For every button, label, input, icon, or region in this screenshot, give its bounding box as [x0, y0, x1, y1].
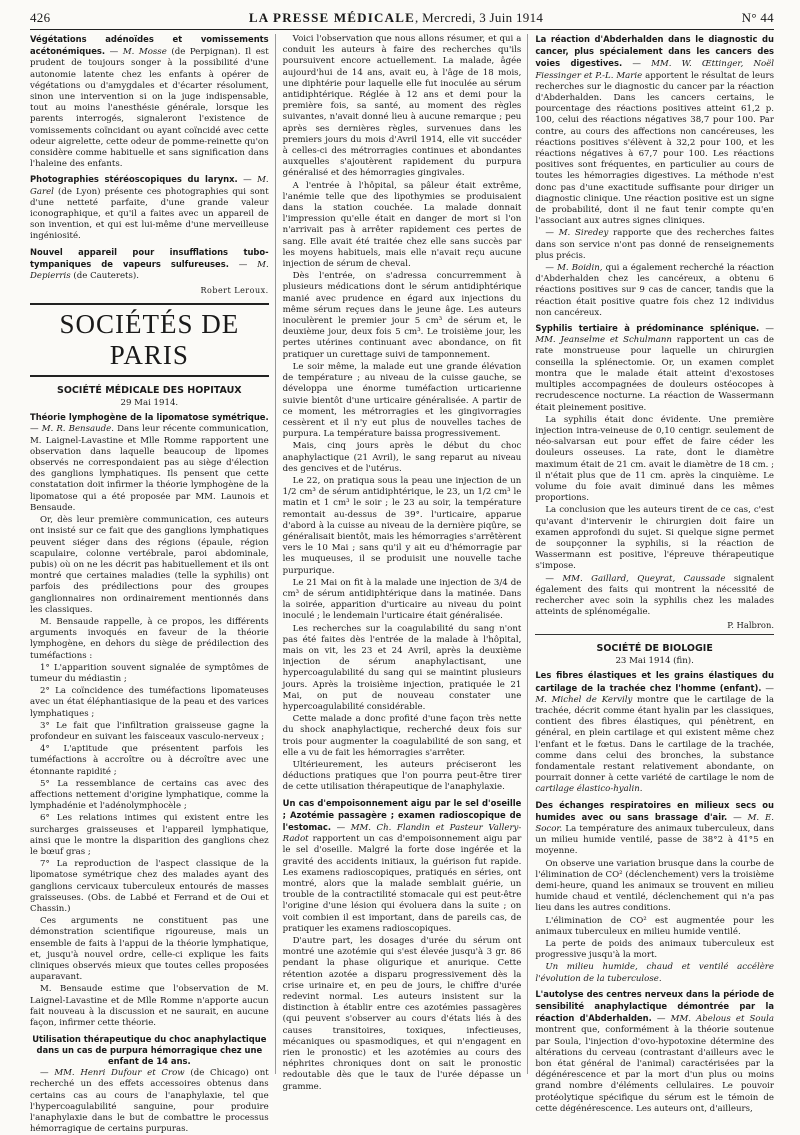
paragraph: Le 21 Mai on fit à la malade une injection de 3/4 de cm³ de sérum antidiphtérique dans la matinée. Dans la soirée, apparition d'urticaire au niveau du point inoculé ; le lendemain l'urticaire était généralisée.: [282, 577, 522, 622]
list-item: 7° La reproduction de l'aspect classique de la lipomatose symétrique chez des malades ayant des ganglions cervicaux tuberculeux entourés de masses graisseuses. (Obs. de Labbé et Ferrand et de Oui et Chassin.): [30, 859, 269, 914]
divider: [535, 634, 774, 635]
article-lipomatose: Théorie lymphogène de la lipomatose symétrique. — M. R. Bensaude. Dans leur récente communication, M. Laignel-Lavastine et Mlle Romme rapportent une observation dans laquelle beaucoup de lipomes observés ne correspondaient pas au siège d'élection des ganglions lymphatiques. Ils pensent que cette constatation doit infirmer la théorie lymphogène de la lipomatose qui a été proposée par MM. Launois et Bensaude.: [30, 412, 269, 513]
paragraph: La perte de poids des animaux tuberculeux est progressive jusqu'à la mort.: [535, 939, 774, 961]
paragraph: Le soir même, la malade eut une grande élévation de température ; au niveau de la cuisse gauche, se développa une énorme tuméfaction urticarienne suivie bientôt d'une urticaire généralisée. A partir de ce moment, les métrorragies et les gingivorragies cessèrent et il n'y eut plus de nouvelles taches de purpura. La température baissa progressivement.: [282, 361, 522, 440]
paragraph: La syphilis était donc évidente. Une première injection intra-veineuse de 0,10 centigr. seulement de néo-salvarsan eut pour effet de faire céder les douleurs osseuses. La rate, dont le diamètre maximum était de 21 cm. avait le diamètre de 18 cm. ; il n'était plus que de 11 cm. après la cinquième. Le volume du foie avait diminué dans les mêmes proportions.: [535, 414, 774, 504]
paragraph: Les recherches sur la coagulabilité du sang n'ont pas été faites dès l'entrée de la malade à l'hôpital, mais on vit, les 23 et 24 Avril, après la deuxième injection de sérum anaphylactisant, une hypercoagulabilité du sang qui se maintint plusieurs jours. Après la troisième injection, pratiquée le 21 Mai, on put de nouveau constater une hypercoagulabilité considérable.: [282, 623, 522, 712]
list-item: 4° L'aptitude que présentent parfois les tuméfactions à accroître ou à décroître avec une étonnante rapidité ;: [30, 744, 269, 777]
journal-title: LA PRESSE MÉDICALE: [248, 10, 415, 25]
section-title: SOCIÉTÉS DE PARIS: [30, 303, 269, 377]
article-syphilis: Syphilis tertiaire à prédominance splénique. — MM. Jeanselme et Schulmann rapportent un cas de rate monstrueuse pour laquelle un chirurgien conseilla la splénectomie. Or, un examen complet montra que le malade était atteint d'exostoses multiples accompagnées de douleurs ostéocopes à recrudescence nocturne. La réaction de Wassermann était pleinement positive.: [535, 323, 775, 413]
column-1: [30, 34, 269, 1135]
page-number: 426: [30, 10, 51, 25]
society-heading: SOCIÉTÉ MÉDICALE DES HOPITAUX: [57, 385, 242, 397]
article-siredey: — M. Siredey rapporte que des recherches faites dans son service n'ont pas donné de renseignements plus précis.: [535, 228, 775, 261]
paragraph: Ces arguments ne constituent pas une démonstration scientifique rigoureuse, mais un ensemble de faits à l'appui de la théorie lymphatique, et, jusqu'à nouvel ordre, celle-ci explique les faits cliniques observés mieux que toutes celles proposées auparavant.: [30, 916, 269, 983]
article-abderhalden: La réaction d'Abderhalden dans le diagnostic du cancer, plus spécialement dans les cancers des voies digestives. — MM. W. Œttinger, Noël Fiessinger et P.-L. Marie apportent le résultat de leurs recherches sur le diagnostic du cancer par la réaction d'Abderhalden. Dans les cancers certains, le pourcentage des réactions positives atteint 61,2 p. 100, celui des réactions négatives 38,7 pour 100. Par contre, au cours des affections non cancéreuses, les réactions positives s'élèvent à 32,2 pour 100, et les réactions négatives à 67,7 pour 100. Les réactions positives sont fréquentes, en particulier au cours de toutes les hémorragies digestives. La méthode n'est donc pas d'une exactitude suffisante pour diriger un diagnostic clinique. Une réaction positive est un signe de probabilité, dont il ne faut tenir compte qu'en l'associant aux autres signes cliniques.: [535, 34, 775, 227]
article-appareil: Nouvel appareil pour insufflations tubo-tympaniques de vapeurs sulfureuses. — M. Depierris (de Cauterets).: [30, 246, 269, 282]
article-choc-title: Utilisation thérapeutique du choc anaphylactique dans un cas de purpura hémorragique chez une enfant de 14 ans.: [32, 1034, 267, 1067]
article-oseille: Un cas d'empoisonnement aigu par le sel d'oseille ; Azotémie passagère ; examen radioscopique de l'estomac. — MM. Ch. Flandin et Pasteur Vallery-Radot rapportent un cas d'empoisonnement aigu par le sel d'oseille. Malgré la forte dose ingérée et la gravité des accidents initiaux, la guérison fut rapide. Les examens radioscopiques, pratiqués en séries, ont montré, alors que la malade semblait guérie, un trouble de la contractilité stomacale qui est peut-être l'origine d'une lésion qui évoluera dans la suite ; on voit combien il est important, dans de pareils cas, de pratiquer les examens radioscopiques.: [282, 797, 522, 934]
paragraph: A l'entrée à l'hôpital, sa pâleur était extrême, l'anémie telle que des lipothymies se produisaient dans la station couchée. La malade donnait l'impression qu'elle était en danger de mort si l'on n'arrivait pas à arrêter rapidement ces pertes de sang. Elle avait été traitée chez elle sans succès par les moyens habituels, mais elle n'avait reçu aucune injection de sérum de cheval.: [282, 180, 522, 270]
paragraph: M. Bensaude rappelle, à ce propos, les différents arguments invoqués en faveur de la théorie lymphogène, en dehors du siège de prédilection des tuméfactions :: [30, 616, 269, 661]
article-gaillard: — MM. Gaillard, Queyrat, Caussade signalent également des faits qui montrent la nécessité de rechercher avec soin la syphilis chez les malades atteints de splénomégalie.: [535, 573, 775, 618]
paragraph: M. Bensaude estime que l'observation de M. Laignel-Lavastine et de Mlle Romme n'apporte aucun fait nouveau à la discussion et ne saurait, en aucune façon, infirmer cette théorie.: [30, 984, 269, 1029]
article-boidin: — M. Boidin, qui a également recherché la réaction d'Abderhalden chez les cancéreux, a obtenu 6 réactions positives sur 9 cas de cancer, tandis que la réaction était positive quatre fois chez 12 individus non cancéreux.: [535, 263, 775, 318]
society-date: 29 Mai 1914.: [120, 398, 179, 409]
paragraph: L'élimination de CO² est augmentée pour les animaux tuberculeux en milieu humide ventilé.: [535, 915, 774, 937]
paragraph: La conclusion que les auteurs tirent de ce cas, c'est qu'avant d'intervenir le chirurgien doit faire un examen approfondi du sujet. Si quelque signe permet de soupçonner la syphilis, si la réaction de Wassermann est positive, l'épreuve thérapeutique s'impose.: [535, 505, 774, 572]
paragraph: On observe une variation brusque dans la courbe de l'élimination de CO² (déclenchement) vers la troisième demi-heure, quand les animaux se trouvent en milieu humide chaud et ventilé, déclenchement qui n'a pas lieu dans les autres conditions.: [535, 858, 774, 914]
column-2: [282, 34, 522, 1092]
article-choc: — MM. Henri Dufour et Crow (de Chicago) ont recherché un des effets accessoires obtenus dans certains cas au cours de l'anaphylaxie, tel que l'hypercoagulabilité sanguine, pour produire l'anaphylaxie dans le but de combattre le processus hémorragique de certains purpuras.: [30, 1068, 269, 1135]
paragraph: D'autre part, les dosages d'urée du sérum ont montré une azotémie qui s'est élevée jusqu'à 3 gr. 86 pendant la phase oligurique et anurique. Cette rétention azotée a disparu progressivement dès la crise urinaire et, en peu de jours, le chiffre d'urée redevint normal. Les auteurs insistent sur la distinction à établir entre ces azotémies passagères (qui peuvent s'observer au cours d'états liés à des causes transitoires, toxiques, infectieuses, mécaniques ou spasmodiques, et qui n'engagent en rien le pronostic) et les azotémies au cours des néphrites chroniques dont on sait le pronostic redoutable dès que le taux de l'urée dépasse un gramme.: [282, 936, 522, 1092]
list-item: 3° Le fait que l'infiltration graisseuse gagne la profondeur en suivant les faisceaux vasculo-nerveux ;: [30, 720, 269, 742]
article-autolyse: L'autolyse des centres nerveux dans la période de sensibilité anaphylactique démontrée par la réaction d'Abderhalden. — MM. Abelous et Soula montrent que, conformément à la théorie soutenue par Soula, l'injection d'ovo-hypotoxine détermine des altérations du cerveau (contrastant d'ailleurs avec le bon état général de l'animal) caractérisées par la dégénérescence et par la mort d'un plus ou moins grand nombre d'éléments cellulaires. Le pouvoir protéolytique spécifique du sérum est le témoin de cette dégénérescence. Les auteurs ont, d'ailleurs,: [535, 988, 774, 1114]
paragraph: Un milieu humide, chaud et ventilé accélère l'évolution de la tuberculose.: [535, 962, 774, 984]
society-date: 23 Mai 1914 (fin).: [615, 656, 694, 667]
paragraph: Cette malade a donc profité d'une façon très nette du shock anaphylactique, recherché deux fois sur trois pour augmenter la coagulabilité de son sang, et elle a vu de fait les hémorragies s'arrêter.: [282, 714, 522, 758]
author-signature: P. Halbron.: [727, 620, 774, 631]
list-item: 2° La coïncidence des tuméfactions lipomateuses avec un état éléphantiasique de la peau et des varices lymphatiques ;: [30, 686, 269, 719]
issue-date: Mercredi, 3 Juin 1914: [422, 10, 544, 25]
column-3: [535, 34, 775, 1114]
article-photographies: Photographies stéréoscopiques du larynx. — M. Garel (de Lyon) présente ces photographies qui sont d'une netteté parfaite, d'une grande valeur iconographique, et qu'il a faites avec un appareil de son invention, et qui est lui-même d'une merveilleuse ingéniosité.: [30, 174, 269, 242]
paragraph: Dès l'entrée, on s'adressa concurremment à plusieurs médications dont le sérum antidiphtérique manié avec prudence en égard aux injections du même sérum reçues dans le jeune âge. Les auteurs inoculèrent le premier jour 5 cm³ de sérum et, le deuxième jour, deux fois 5 cm³. Le troisième jour, les pertes utérines continuant avec abondance, on fit pratiquer un curettage suivi de tamponnement.: [282, 271, 522, 360]
article-fibres: Les fibres élastiques et les grains élastiques du cartilage de la trachée chez l'homme (enfant). — M. Michel de Kervily montre que le cartilage de la trachée, décrit comme étant hyalin par les classiques, contient des fibres élastiques, qui pénètrent, en général, en plein cartilage et qui existent même chez l'enfant et le fœtus. Dans le cartilage de la trachée, comme dans celui des bronches, la substance fondamentale restant relativement abondante, on pourrait donner à cette variété de cartilage le nom de cartilage élastico-hyalin.: [535, 670, 775, 795]
list-item: 1° L'apparition souvent signalée de symptômes de tumeur du médiastin ;: [30, 662, 269, 684]
article-echanges: Des échanges respiratoires en milieux secs ou humides avec ou sans brassage d'air. — M. E. Socor. La température des animaux tuberculeux, dans un milieu humide ventilé, passe de 38°2 à 41°5 en moyenne.: [535, 799, 774, 857]
page-header: 426 LA PRESSE MÉDICALE, Mercredi, 3 Juin 1914 N° 44: [30, 10, 774, 30]
society-heading: SOCIÉTÉ DE BIOLOGIE: [596, 643, 713, 655]
paragraph: Le 22, on pratiqua sous la peau une injection de un 1/2 cm³ de sérum antidiphtérique, le 23, un 1/2 cm³ le matin et 1 cm³ le soir ; le 23 au soir, la température remontait au-dessus de 39°. l'urticaire, apparue d'abord à la cuisse au niveau de la dernière piqûre, se généralisait bientôt, mais les hémorragies s'arrêtèrent vers le 10 Mai ; sans qu'il y ait eu d'hémorragie par les muqueuses, il se produisit une nouvelle tache purpurique.: [282, 475, 522, 576]
paragraph: Voici l'observation que nous allons résumer, et qui a conduit les auteurs à faire des recherches qu'ils poursuivent encore actuellement. La malade, âgée aujourd'hui de 14 ans, avait eu, à l'âge de 18 mois, une diphtérie pour laquelle elle fut inoculée au sérum antidiphtérique. Réglée à 12 ans et demi pour la première fois, sa santé, au moment des règles suivantes, n'avait donné lieu à aucune remarque ; peu après ses dernières règles, survenues dans les premiers jours du mois d'Avril 1914, elle vit succéder à celles-ci des métrorragies continues et abondantes auxquelles s'ajoutèrent rapidement du purpura généralisé et des hémorragies gingivales.: [282, 34, 522, 179]
paragraph: Mais, cinq jours après le début du choc anaphylactique (21 Avril), le sang reparut au niveau des gencives et de l'utérus.: [282, 441, 522, 474]
article-vegetations: Végétations adénoïdes et vomissements acétonémiques. — M. Mosse (de Perpignan). Il est prudent de toujours songer à la possibilité d'une autonomie latente chez les enfants à opérer de végétations ou d'amygdales et d'écarter résolument, sinon une intervention si on la juge indispensable, tout au moins l'anesthésie générale, lorsque les parents interrogés, signaleront l'existence de vomissements coïncidant ou ayant coïncidé avec cette odeur aigrelette, cette odeur de pomme-reinette qu'on considère comme habituelle et sans signification dans l'haleine des enfants.: [30, 34, 269, 170]
paragraph: Or, dès leur première communication, ces auteurs ont insisté sur ce fait que des ganglions lymphatiques peuvent siéger dans des régions (épaule, région scapulaire, colonne vertébrale, paroi abdominale, pubis) où on ne les décrit pas habituellement et ils ont montré que certaines maladies (telle la syphilis) ont parfois des prédilections pour des groupes ganglionnaires non ordinairement mentionnés dans les classiques.: [30, 515, 269, 615]
issue-number: N° 44: [741, 10, 774, 25]
list-item: 6° Les relations intimes qui existent entre les surcharges graisseuses et l'appareil lymphatique, ainsi que le montre la disparition des ganglions chez le bœuf gras ;: [30, 813, 269, 857]
author-signature: Robert Leroux.: [200, 286, 269, 296]
paragraph: Ultérieurement, les auteurs préciseront les déductions pratiques que l'on pourra peut-être tirer de cette utilisation thérapeutique de l'anaphylaxie.: [282, 760, 522, 793]
list-item: 5° La ressemblance de certains cas avec des affections nettement d'origine lymphatique, comme la lymphadénie et l'adénolymphocèle ;: [30, 778, 269, 812]
